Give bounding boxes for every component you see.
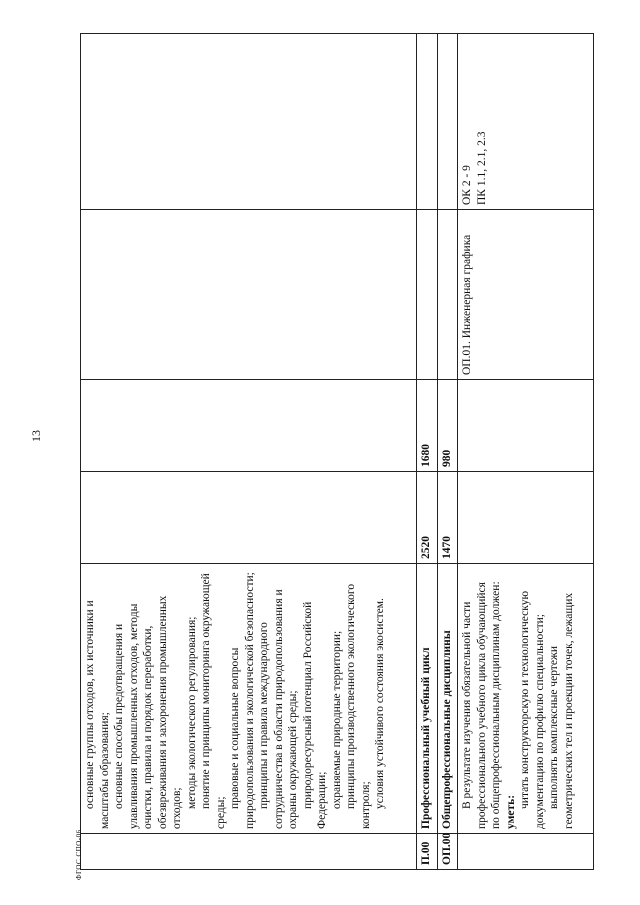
table-row [416,34,437,870]
content-line: В результате изучения обязательной части профессионального учебного цикла обучающийся по общепрофессиональным дисциплинам должен: [461,581,503,829]
competencies [437,34,458,210]
content-line: принципы производственного экологического контроля; [345,583,372,829]
content-line: читать конструкторскую и технологическую документацию по профилю специальности; [519,590,546,829]
content-line: основные группы отходов, их источники и масштабы образования; [84,600,111,829]
row-code: П.00 [416,834,437,870]
discipline-name [416,210,437,380]
row-code [81,834,417,870]
table-row [81,34,417,870]
content-line: основные способы предотвращения и улавливания промышленных отходов, методы очистки, правила и порядок переработки, обезвреживания и захоронения промышленных отходов; [113,595,183,829]
content-line: природоресурсный потенциал Российской Федерации; [301,601,328,829]
content-line: правовые и социальные вопросы природопользования и экологической безопасности; [229,572,256,829]
content-line: уметь: [504,794,517,829]
content-line: принципы и правила международного сотрудничества в области природопользования и охраны окружающей среды; [258,589,299,829]
content-line: методы экологического регулирования; [185,616,198,809]
competencies [81,34,417,210]
page-number: 13 [29,430,43,442]
discipline-name [437,210,458,380]
hours-max [81,472,417,564]
content-line: понятие и принципы мониторинга окружающей среды; [200,573,227,829]
hours-max: 1470 [437,472,458,564]
row-content: Общепрофессиональные дисциплины [437,564,458,834]
row-content [81,564,417,834]
content-line: охраняемые природные территории; [330,630,343,809]
table-row [437,34,458,870]
hours-required [458,380,594,472]
hours-max: 2520 [416,472,437,564]
table-row [458,34,594,870]
discipline-name [81,210,417,380]
hours-required [81,380,417,472]
curriculum-table-rotated [80,34,594,870]
discipline-name: ОП.01. Инженерная графика [458,210,594,380]
content-line: условия устойчивого состояния экосистем. [374,598,386,809]
competencies: ОК 2 - 9 ПК 1.1, 2.1, 2.3 [458,34,594,210]
row-code [458,834,594,870]
row-content [458,564,594,834]
footer-stamp: ФГОС СПО-06 [75,829,83,880]
row-content: Профессиональный учебный цикл [416,564,437,834]
curriculum-table [80,33,594,870]
row-code: ОП.00 [437,834,458,870]
hours-required: 980 [437,380,458,472]
hours-max [458,472,594,564]
content-line: выполнять комплексные чертежи геометрических тел и проекции точек, лежащих [548,592,575,829]
competencies [416,34,437,210]
hours-required: 1680 [416,380,437,472]
